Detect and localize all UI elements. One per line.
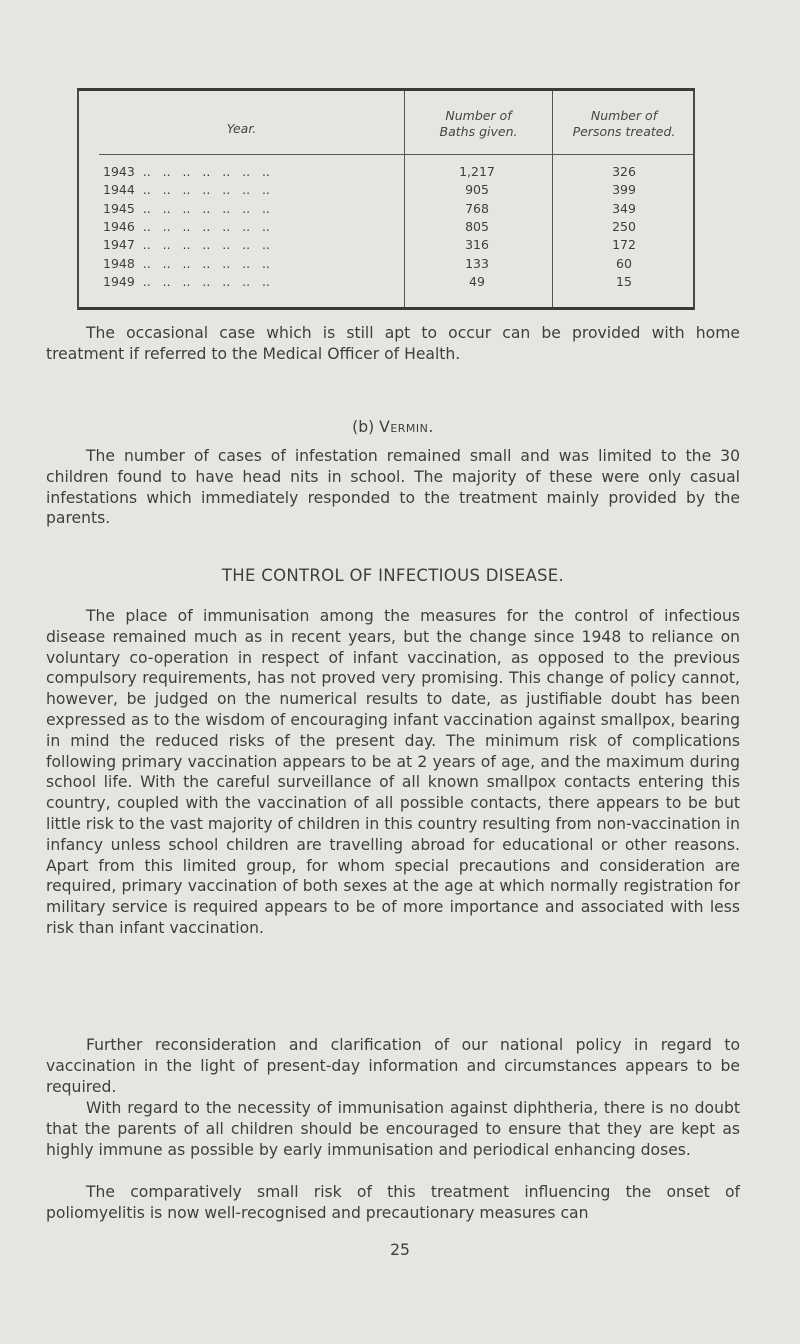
cell-year: 1949 .. .. .. .. .. .. .. <box>103 273 270 289</box>
cell-year: 1948 .. .. .. .. .. .. .. <box>103 255 270 271</box>
cell-baths: 805 <box>465 218 489 234</box>
subheading-prefix: (b) <box>352 418 380 436</box>
paragraph-diphtheria: With regard to the necessity of immunisation against diphtheria, there is no doubt that the parents of all children should be encouraged to ensure that they are kept as highly immune as possible by early immunisation and periodical enhancing doses. <box>46 1099 740 1159</box>
cell-year: 1945 .. .. .. .. .. .. .. <box>103 200 270 216</box>
subheading-text: Vermin. <box>379 418 434 436</box>
paragraph-poliomyelitis: The comparatively small risk of this treatment influencing the onset of poliomyelitis is now well-recognised and precautionary measures can <box>46 1183 740 1222</box>
cell-year: 1943 .. .. .. .. .. .. .. <box>103 164 270 179</box>
cell-baths: 133 <box>465 255 489 271</box>
table-row <box>79 237 693 253</box>
table-row <box>79 182 693 198</box>
cell-persons: 60 <box>616 255 632 271</box>
section-heading: THE CONTROL OF INFECTIOUS DISEASE. <box>221 566 565 585</box>
paragraph-immunisation: The place of immunisation among the measures for the control of infectious disease remained much as in recent years, but the change since 1948 to reliance on voluntary co-operation in respect of infant vaccination, as opposed to the previous compulsory requirements, has not proved very promising. This change of policy cannot, however, be judged on the numerical results to date, as justifiable doubt has been expressed as to the wisdom of encouraging infant vaccination against smallpox, bearing in mind the reduced risks of the present day. The minimum risk of complications following primary vaccination appears to be at 2 years of age, and the maximum during school life. With the careful surveillance of all known smallpox contacts entering this country, coupled with the vaccination of all possible contacts, there appears to be but little risk to the vast majority of children in this country resulting from non-vaccination in infancy unless school children are travelling abroad for educational or other reasons. Apart from this limited group, for whom special precautions and consideration are required, primary vaccination of both sexes at the age at which normally registration for military service is required appears to be of more importance and associated with less risk than infant vaccination. <box>46 607 740 937</box>
table-row <box>79 219 693 235</box>
paragraph-further-reconsideration: Further reconsideration and clarification of our national policy in regard to vaccination in the light of present-day information and circumstances appears to be required. <box>46 1036 740 1096</box>
header-year: Year. <box>226 121 257 136</box>
cell-persons: 250 <box>612 218 636 234</box>
table-row <box>79 164 693 180</box>
cell-persons: 172 <box>612 237 636 253</box>
cell-year: 1944 .. .. .. .. .. .. .. <box>103 182 270 198</box>
table-row <box>79 274 693 290</box>
header-persons-line2: Persons treated. <box>572 124 676 139</box>
cell-persons: 399 <box>612 182 636 198</box>
cell-baths: 1,217 <box>459 164 495 179</box>
subheading-vermin <box>46 418 740 436</box>
cell-persons: 15 <box>616 273 632 289</box>
page-number: 25 <box>390 1241 410 1259</box>
header-baths-line1: Number of <box>445 108 512 123</box>
cell-baths: 905 <box>465 182 489 198</box>
cell-year: 1947 .. .. .. .. .. .. .. <box>103 237 270 253</box>
header-rule <box>99 154 693 155</box>
cell-baths: 316 <box>465 237 489 253</box>
header-persons-line1: Number of <box>590 108 658 123</box>
header-baths-line2: Baths given. <box>439 124 518 139</box>
cell-persons: 349 <box>612 200 636 216</box>
cell-baths: 49 <box>469 273 485 289</box>
paragraph-occasional-case: The occasional case which is still apt to occur can be provided with home treatment if referred to the Medical Officer of Health. <box>46 324 740 363</box>
table-row <box>79 201 693 217</box>
cell-persons: 326 <box>612 164 636 179</box>
cell-baths: 768 <box>465 200 489 216</box>
cell-year: 1946 .. .. .. .. .. .. .. <box>103 218 270 234</box>
table-row <box>79 256 693 272</box>
paragraph-vermin: The number of cases of infestation remained small and was limited to the 30 children found to have head nits in school. The majority of these were only casual infestations which immediately responded to the treatment mainly provided by the parents. <box>46 447 740 528</box>
baths-table <box>77 88 695 310</box>
